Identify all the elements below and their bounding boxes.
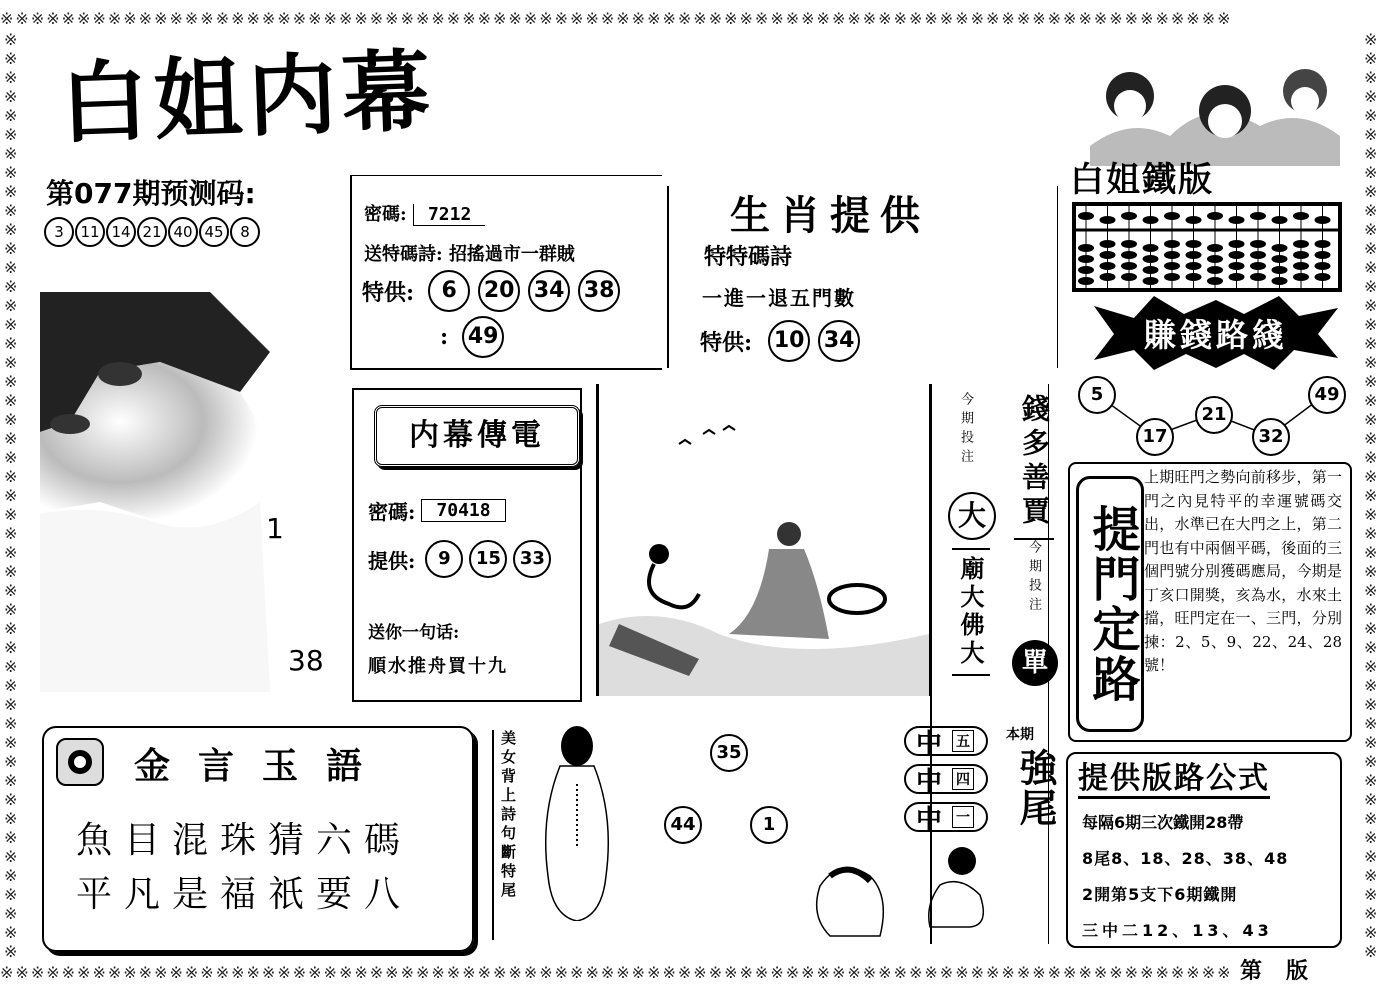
box1-poem-label: 送特碼詩: xyxy=(364,244,443,265)
side-big-char: 大 xyxy=(948,492,996,540)
side-temple-text: 廟大佛大 xyxy=(952,548,990,676)
box1-ball-2: 20 xyxy=(478,270,520,312)
box1-ball-4: 38 xyxy=(578,270,620,312)
box1-tg-label: 特供: xyxy=(362,279,415,306)
box1-password-value: 7212 xyxy=(413,204,485,226)
formula-line-1: 每隔6期三次鐵開28帶 xyxy=(1082,813,1244,832)
box2-title: 生肖提供 xyxy=(730,192,930,239)
box1-poem-text: 招搖過市一群賊 xyxy=(448,244,575,265)
strong-tail-zh: 中 xyxy=(916,728,943,759)
formula-line-4: 三中二12、13、43 xyxy=(1082,921,1273,940)
strong-tail-title: 強尾 xyxy=(1013,748,1058,828)
left-border: ※※※※※※※※※※※※※※※※※※※※※※※※※※※※※※※※※※※※※※※※※※※※※※※※※ xyxy=(4,30,18,960)
box2-ball-1: 10 xyxy=(768,320,810,362)
box3-tg-label: 提供: xyxy=(368,548,416,573)
box2-tg-label: 特供: xyxy=(700,329,753,356)
box1-password-row xyxy=(364,200,485,226)
path-ball-2: 17 xyxy=(1136,418,1174,456)
golden-title: 金言玉語 xyxy=(134,745,391,787)
right-border: ※※※※※※※※※※※※※※※※※※※※※※※※※※※※※※※※※※※※※※※※※※※※※※※※※ xyxy=(1364,30,1378,960)
box1-password-label: 密碼: xyxy=(364,204,407,225)
box2-ball-2: 34 xyxy=(818,320,860,362)
beauty-figure xyxy=(522,726,632,921)
box1-ball-3: 34 xyxy=(528,270,570,312)
path-ball-5: 49 xyxy=(1308,376,1346,414)
prediction-ball-4: 21 xyxy=(137,217,167,247)
box2-tg-row xyxy=(700,320,860,362)
box3-password-value: 70418 xyxy=(421,499,505,522)
box3-ball-1: 9 xyxy=(425,540,463,578)
box3-ball-2: 15 xyxy=(469,540,507,578)
sketch-woman-1 xyxy=(810,856,910,941)
side-note-1: 今期投注 xyxy=(958,392,973,468)
strong-tail-zh: 中 xyxy=(916,804,943,835)
beauty-ball-1: 35 xyxy=(710,734,748,772)
formula-line-2: 8尾8、18、28、38、48 xyxy=(1082,849,1289,868)
beauty-vertical-text: 美女背上詩句斷特尾 xyxy=(492,730,519,940)
page-prefix: 第 xyxy=(1240,958,1265,984)
dolls-illustration xyxy=(1090,56,1340,166)
portrait-image xyxy=(40,292,330,692)
box3-phrase-label: 送你一句话: xyxy=(368,623,460,643)
strong-tail-num: 四 xyxy=(952,768,974,790)
box2-sub: 特特碼詩 xyxy=(704,244,793,270)
prediction-ball-5: 40 xyxy=(168,217,198,247)
path-ball-4: 32 xyxy=(1252,418,1290,456)
side-poem: 錢多善賈 xyxy=(1014,394,1054,540)
top-border: ※※※※※※※※※※※※※※※※※※※※※※※※※※※※※※※※※※※※※※※※※※※※※※※※※※※※※※※※※※※※※※※※※※※※※※※※※※※※※※※※ xyxy=(0,9,1233,28)
tips-text: 上期旺門之勢向前移步，第一門之內見特平的幸運號碼交出，水準已在大門之上，第二門也有中兩個平碼，後面的三個門號分別獲碼應局，今期是丁亥口開獎，亥為水，水來土擋，旺門定在一、三門，分別揀：2、5、9、22、24、28號！ xyxy=(1144,468,1342,674)
box3-password-label: 密碼: xyxy=(368,500,416,524)
formula-title: 提供版路公式 xyxy=(1078,762,1270,799)
portrait-number-b: 38 xyxy=(288,644,324,677)
strong-tail-row xyxy=(904,802,988,835)
prediction-ball-3: 14 xyxy=(106,217,136,247)
side-note-2: 今期投注 xyxy=(1026,540,1041,616)
strong-tail-rows xyxy=(904,726,988,840)
prediction-ball-6: 45 xyxy=(199,217,229,247)
box3-tg-row xyxy=(368,540,551,578)
golden-icon xyxy=(56,738,104,786)
box1-poem-row xyxy=(364,240,575,266)
box3-password-row xyxy=(368,496,506,525)
box3-ball-3: 33 xyxy=(513,540,551,578)
portrait-number-a: 1 xyxy=(266,512,284,545)
path-ball-1: 5 xyxy=(1078,376,1116,414)
bottom-border: ※※※※※※※※※※※※※※※※※※※※※※※※※※※※※※※※※※※※※※※※※※※※※※※※※※※※※※※※※※※※※※※※※※※※※※※※※※※※※※※※ xyxy=(0,963,1233,982)
box3-title: 内幕傳電 xyxy=(374,405,580,467)
box3-phrase-text: 順水推舟買十九 xyxy=(368,656,508,677)
path-ball-3: 21 xyxy=(1195,396,1233,434)
golden-line-2: 平凡是福祇要八 xyxy=(76,874,413,915)
prediction-numbers xyxy=(44,217,261,247)
page-indicator xyxy=(1240,954,1310,985)
painting-image xyxy=(596,384,932,696)
strong-tail-row xyxy=(904,764,988,797)
box1-extra-ball: 49 xyxy=(462,316,504,358)
box1-tg-row xyxy=(362,270,620,312)
page-suffix: 版 xyxy=(1286,958,1311,984)
strong-tail-num: 五 xyxy=(952,730,974,752)
beauty-ball-2: 44 xyxy=(664,806,702,844)
abacus-image xyxy=(1072,202,1342,292)
sketch-woman-2 xyxy=(920,845,1000,930)
strong-tail-row xyxy=(904,726,988,759)
side-single-char: 單 xyxy=(1012,640,1058,686)
abacus-title: 白姐鐵版 xyxy=(1070,160,1214,200)
box1-ball-1: 6 xyxy=(428,270,470,312)
prediction-ball-7: 8 xyxy=(230,217,260,247)
beauty-ball-3: 1 xyxy=(750,806,788,844)
strong-tail-zh: 中 xyxy=(916,766,943,797)
prediction-ball-2: 11 xyxy=(75,217,105,247)
box2-line: 一進一退五門數 xyxy=(702,286,856,310)
starburst-banner xyxy=(1094,296,1338,370)
formula-line-3: 2開第5支下6期鐵開 xyxy=(1082,885,1238,904)
golden-line-1: 魚目混珠猜六碼 xyxy=(76,820,413,861)
prediction-label: 第077期预测码: xyxy=(46,177,256,210)
box1-extra-row: : 49 xyxy=(440,316,504,358)
prediction-ball-1: 3 xyxy=(44,217,74,247)
strong-tail-num: 一 xyxy=(952,806,974,828)
strong-tail-label: 本期 xyxy=(1006,727,1034,743)
starburst-text: 賺錢路綫 xyxy=(1143,316,1288,354)
tips-vertical-title: 提門定路 xyxy=(1076,476,1144,732)
masthead-title: 白姐内幕 xyxy=(58,38,438,156)
path-numbers xyxy=(1070,370,1360,460)
